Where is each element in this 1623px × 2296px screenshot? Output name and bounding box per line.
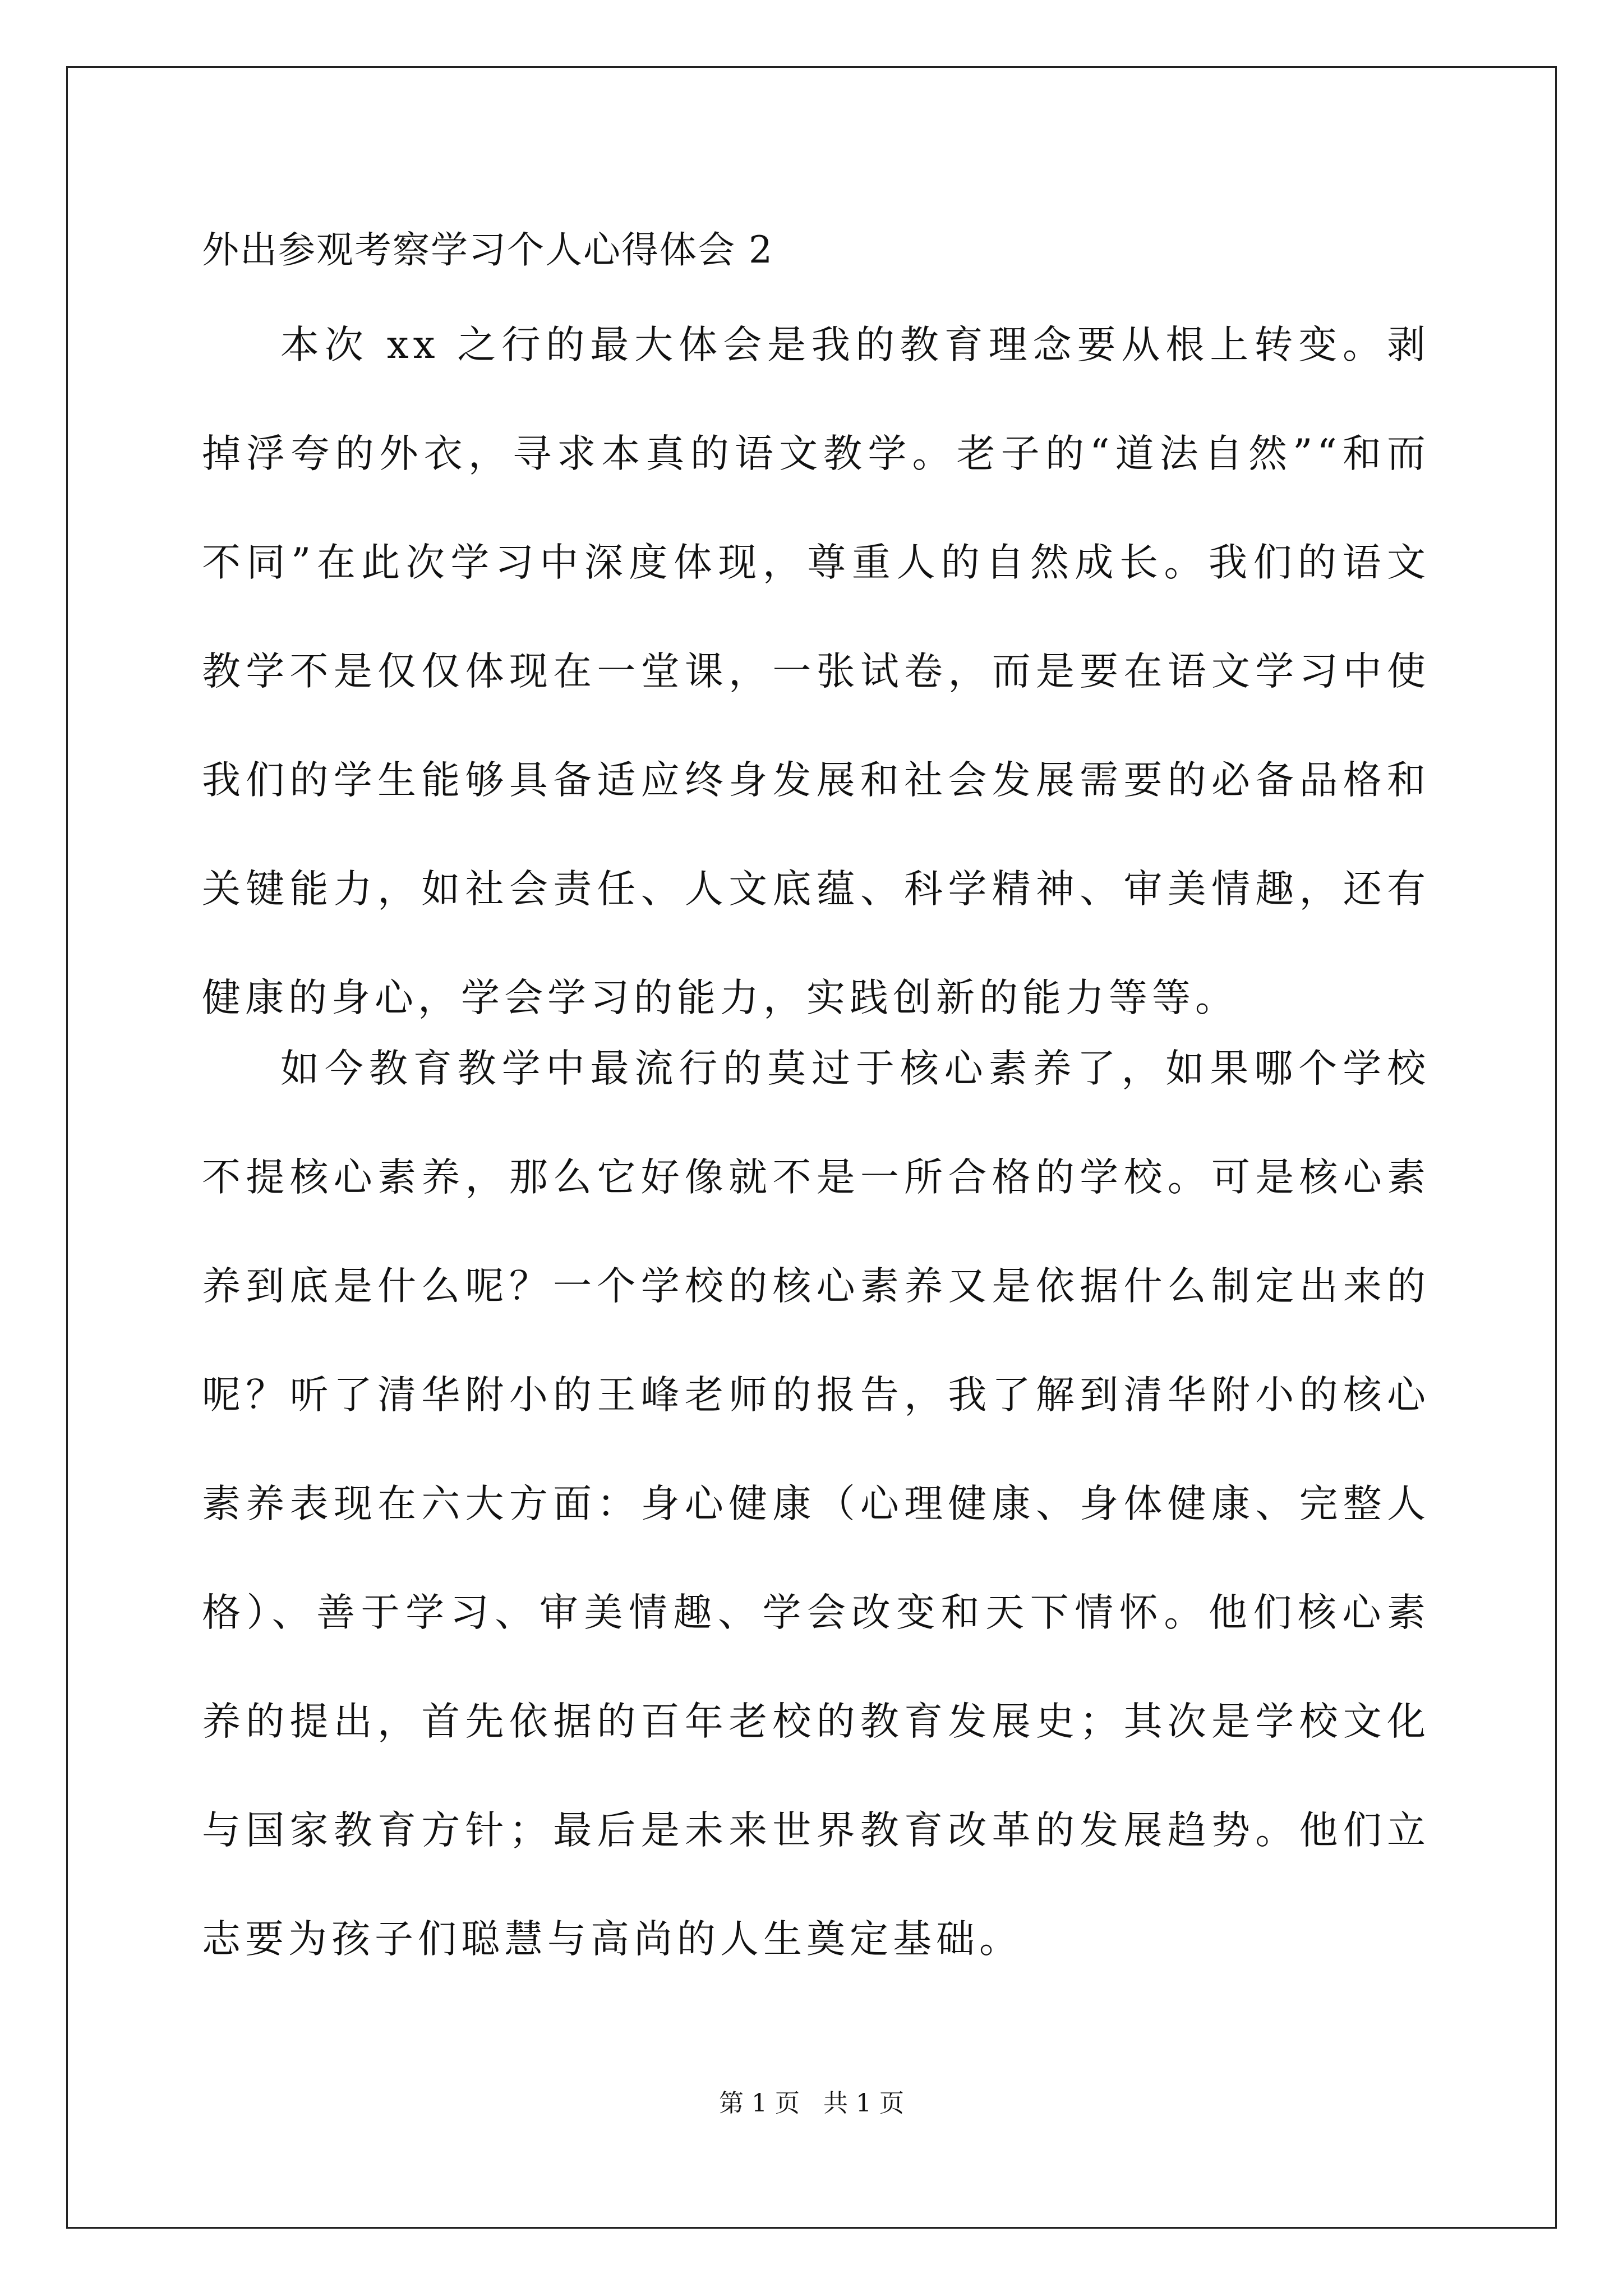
document-title: 外出参观考察学习个人心得体会 2 xyxy=(202,228,773,272)
paragraph-1: 本次 xx 之行的最大体会是我的教育理念要从根上转变。剥掉浮夸的外衣，寻求本真的语文教学。老子的“道法自然”“和而不同”在此次学习中深度体现，尊重人的自然成长。我们的语文教学不是仅仅体现在一堂课，一张试卷，而是要在语文学习中使我们的学生能够具备适应终身发展和社会发展需要的必备品格和关键能力，如社会责任、人文底蕴、科学精神、审美情趣，还有健康的身心，学会学习的能力，实践创新的能力等等。 xyxy=(202,323,1430,1020)
page-footer: 第 1 页 共 1 页 xyxy=(719,2089,904,2118)
paragraph-2: 如今教育教学中最流行的莫过于核心素养了，如果哪个学校不提核心素养，那么它好像就不是一所合格的学校。可是核心素养到底是什么呢？一个学校的核心素养又是依据什么制定出来的呢？听了清华附小的王峰老师的报告，我了解到清华附小的核心素养表现在六大方面：身心健康（心理健康、身体健康、完整人格）、善于学习、审美情趣、学会改变和天下情怀。他们核心素养的提出，首先依据的百年老校的教育发展史；其次是学校文化与国家教育方针；最后是未来世界教育改革的发展趋势。他们立志要为孩子们聪慧与高尚的人生奠定基础。 xyxy=(202,1046,1430,1962)
